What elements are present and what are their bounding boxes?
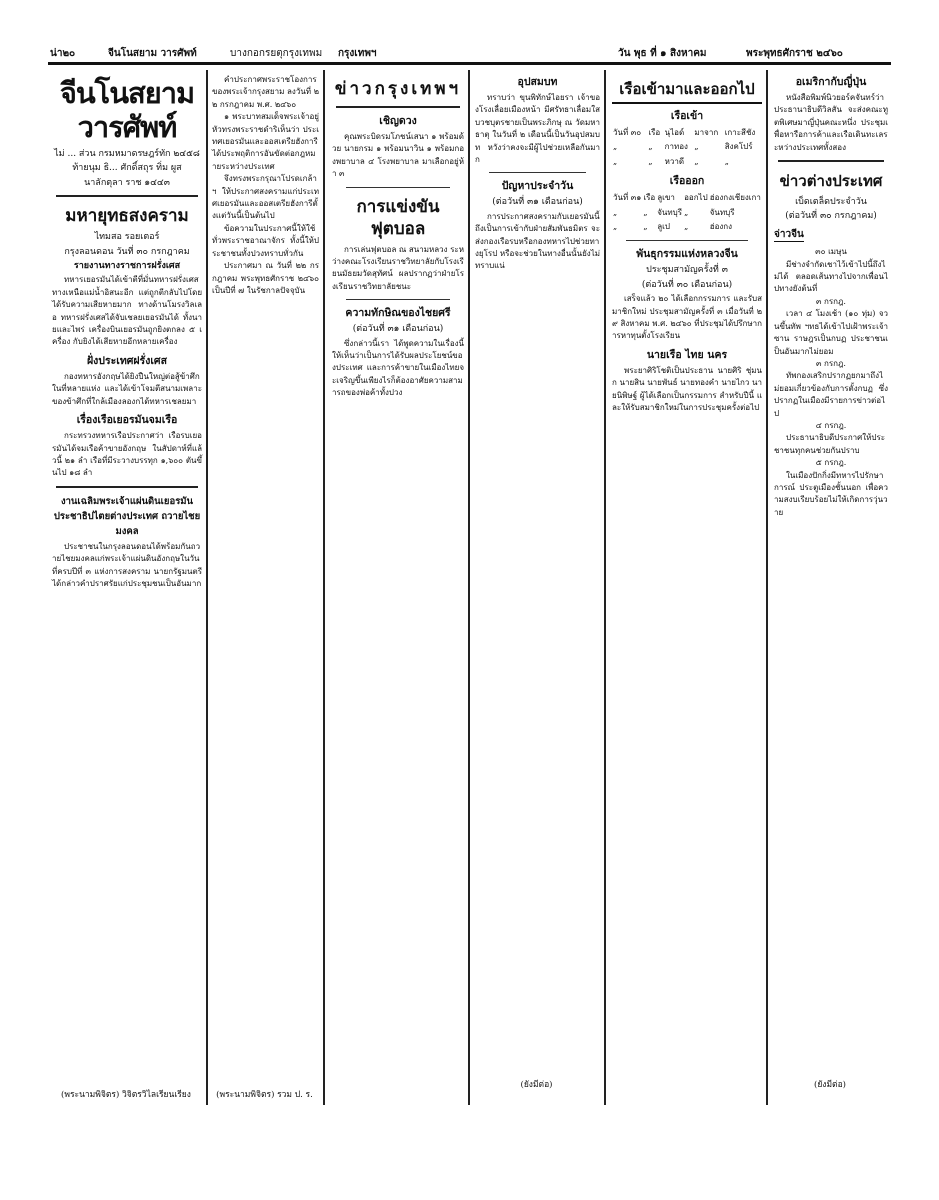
table-cell: หวาดี (664, 156, 685, 166)
section-dateline: กรุงลอนดอน วันที่ ๓๐ กรกฎาคม (64, 246, 190, 257)
entry-text: เวลา ๔ โมงเช้า (๑๐ ทุ่ม) จวนขึ้นทัพ ฯทธได้เข้าไปเฝ้าพระเจ้าซาน ราษฎรเป็นกบฏ ประชาชนเป็นอันมากไม่ยอม (774, 309, 888, 356)
table-cell: วันที่ ๓๑ (613, 193, 642, 203)
table-cell: „ (613, 207, 618, 217)
section-heading: อเมริกากับญี่ปุ่น (795, 76, 867, 88)
city-label: กรุงเทพฯ (338, 48, 377, 59)
table-cell: ลูเป (657, 222, 670, 232)
section-heading: งานเฉลิมพระเจ้าแผ่นดินเยอรมันประชาธิปไตยต่างประเทศ ถวายไชยมงคล (53, 495, 201, 537)
article-text: ทราบว่า ขุนพิทักษ์ไอยรา เจ้าของโรงเลื่อยเมืองหน้า มีศรัทธาเลื่อมใสบวชบุตรชายเป็นพระภิกษุ ณ วัดมหาธาตุ ในวันที่ ๒ เดือนนี้เป็นวันอุปสมบท หวังว่าคงจะมีผู้ไปช่วยเหลือกันมาก (475, 93, 600, 165)
newspaper-title: จีนโนสยามวารศัพท์ (59, 76, 195, 144)
column-3 (330, 70, 470, 1105)
table-cell: „ (643, 207, 648, 217)
article-text: การประกาศสงครามกับเยอรมันนี้ ถึงเป็นการเข้ากับฝ่ายสัมพันธมิตร จะส่งกองเรือรบหรือกองทหารไปช่วยทางยุโรป หรือจะช่วยในทางอื่นนั้นยังไม่ทราบแน่ (475, 211, 600, 271)
table-cell: „ (613, 222, 618, 232)
title-subline: นาลักตุลา ราช ๑๔๔๓ (84, 177, 170, 188)
article-text: ประชาชนในกรุงลอนดอนได้พร้อมกันถวายไชยมงคลแก่พระเจ้าแผ่นดินอังกฤษในวันที่ครบปีที่ ๓ แห่งการสงคราม นายกรัฐมนตรีได้กล่าวคำปราศรัยแก่ประชุมชนเป็นอันมาก (52, 541, 202, 588)
column-divider (766, 70, 768, 1105)
article-text: เสร็จแล้ว ๒๐ ได้เลือกกรรมการ และรับสมาชิกใหม่ ประชุมสามัญครั้งที่ ๓ เมื่อวันที่ ๒๙ สิงหาคม พ.ศ. ๒๔๖๐ ที่ประชุมได้ปรึกษาการหาทุนตั้งโรงเรียน (612, 294, 762, 341)
title-subline: ท้ายนุม ธิ... ศักดิ์สถุร ทิ่ม ผูส (72, 163, 182, 174)
column-6 (772, 70, 894, 1105)
page-number: น่า๒๐ (50, 48, 76, 59)
table-row (612, 140, 762, 154)
article-text: พระยาศิริโชติเป็นประธาน นายศิริ ชุ่มนก นายสิน นายพันธ์ นายทองคำ นายไกว นายนิพิษฐ์ ผู้ได้เลือกเป็นกรรมการ สำหรับปีนี้ และให้รับสมาชิกใหม่ในการประชุมครั้งต่อไป (612, 365, 762, 413)
table-cell: กาทอง (664, 142, 688, 152)
column-5 (610, 70, 768, 1105)
table-cell: ฮ่องกงเชียงเกา (709, 193, 761, 203)
column-2 (210, 70, 325, 1105)
table-cell: มาจาก (694, 128, 719, 137)
section-heading: เรื่องเรือเยอรมันจมเรือ (76, 414, 178, 427)
section-subheading: เบ็ดเตล็ดประจำวัน (795, 197, 867, 208)
table-cell: „ (643, 222, 648, 232)
proclamation-text: ๑ พระบาทสมเด็จพระเจ้าอยู่หัวทรงพระราชดำริเห็นว่า ประเทศเยอรมันและออสเตรียฮังการีได้ประพฤติการอันขัดต่อกฎหมายระหว่างประเทศ (212, 112, 319, 171)
article-text: ซึ่งกล่าวนี้เรา ได้พูดความในเรื่องนี้ ให้เห็นว่าเป็นการได้รับผลประโยชน์ของประเทศ และการค้าขายในเมืองไทยจะเจริญขึ้นเพียงไรก็ต้องอาศัยความสามารถของพ่อค้าทั้งปวง (332, 338, 464, 398)
section-heading: นายเรือ ไทย นคร (646, 348, 728, 361)
entry-date: ๔ กรกฎ. (815, 420, 847, 430)
table-cell: สิงคโปร์ (724, 142, 753, 152)
entry-text: ในเมืองปักกิ่งมีทหารไปรักษาการณ์ ประตูเมืองชั้นนอก เพื่อความสงบเรียบร้อยไม่ให้เกิดการวุ่นวาย (774, 470, 888, 517)
departures-table (612, 191, 762, 234)
divider (778, 160, 884, 162)
table-cell: „ (694, 156, 699, 166)
region-heading: จ่าวจีน (774, 229, 804, 242)
article-text: หนังสือพิมพ์นิวยอร์คจันทร์ว่าประธานาธิบดีวิลสัน จะส่งคณะทูตพิเศษมาญี่ปุ่นคณะหนึ่ง ประชุมเพื่อหารือการค้าและเรือเดินทะเลระหว่างประเทศทั้งสอง (774, 93, 888, 152)
table-row (612, 126, 762, 140)
table-cell: „ (613, 142, 618, 152)
entry-text: ประธานาธิบดีประกาศให้ประชาชนทุกคนช่วยกันปราบ (774, 433, 886, 455)
section-heading: เชิญดวง (379, 115, 417, 127)
section-subheading: (ต่อวันที่ ๓๑ เดือนก่อน) (352, 324, 444, 335)
section-heading: การแข่งขันฟุตบอล (356, 196, 440, 239)
table-cell: „ (684, 207, 689, 217)
section-label: บางกอกรยตุกรุงเทพม (230, 48, 323, 59)
table-cell: เรือ (643, 193, 656, 203)
proclamation-text: คำประกาศพระราชโองการของพระเจ้ากรุงสยาม ลงวันที่ ๒๒ กรกฎาคม พ.ศ. ๒๔๖๐ (212, 75, 319, 109)
article-text: ทหารเยอรมันได้เข้าตีที่มั่นทหารฝรั่งเศสทางเหนือแม่น้ำอิสนะอีก แต่ถูกตีกลับไปโดยได้รับความเสียหายมาก ทางด้านโมรงวิลเลอ ทหารฝรั่งเศสได้จับเชลยเยอรมันได้ ทั้งนายและไพร่ เครื่องบินเยอรมันถูกยิงตกลง ๕ เครื่อง กับยิงได้เสียหายอีกหลายเครื่อง (52, 275, 202, 347)
section-heading: ความทักษิณของไชยศรี (345, 307, 451, 320)
article-text: กองทหารอังกฤษได้ยิงปืนใหญ่ต่อสู้ข้าศึกในที่หลายแห่ง และได้เข้าโจมตีสนามเพลาะของข้าศึกที่ใกล้เมืองลองกได้ทหารเชลยมา (52, 371, 202, 406)
column-4 (473, 70, 606, 1105)
table-row (612, 191, 762, 205)
divider (56, 195, 198, 197)
signature: (พระนามพิจิตร) วิจิตรวิไลเรียนเรียง (61, 1089, 191, 1100)
entry-date: ๓ กรกฎ. (816, 358, 846, 368)
table-cell: „ (684, 222, 689, 232)
table-cell: วันที่ ๓๐ (613, 128, 642, 137)
continued-label: (ยังมีต่อ) (814, 1079, 846, 1090)
column-divider (206, 70, 208, 1105)
section-heading: ฝั่งประเทศฝรั่งเศส (87, 354, 167, 367)
divider (626, 240, 748, 241)
entry-date: ๕ กรกฎ. (815, 458, 847, 468)
signature: (พระนามพิจิตร) รวม ป. ร. (216, 1089, 313, 1100)
title-subline: ไม่ ... ส่วน กรมหมาดรษฎร์ทัก ๒๔๕๘ (54, 149, 200, 159)
section-heading: ปัญหาประจำวัน (501, 180, 574, 193)
table-cell: จันทบุรี (657, 207, 683, 217)
divider (56, 486, 198, 488)
masthead-rule (48, 62, 891, 65)
arrivals-table (612, 126, 762, 169)
divider (346, 187, 450, 188)
divider (346, 299, 450, 300)
section-lead: รายงานทางราชการฝรั่งเศส (73, 261, 181, 272)
newspaper-name: จีนโนสยาม วารศัพท์ (108, 48, 197, 59)
table-cell: เกาะสีชัง (724, 128, 756, 137)
table-cell: „ (724, 156, 729, 166)
table-row (612, 206, 762, 220)
entry-date: ๓๐ เมษุน (815, 247, 847, 257)
section-heading: มหายุทธสงคราม (65, 206, 189, 227)
column-divider (468, 70, 470, 1105)
divider (336, 106, 460, 108)
article-text: กระทรวงทหารเรือประกาศว่า เรือรบเยอรมันได้จมเรือค้าขายอังกฤษ ในสัปดาห์ที่แล้วนี้ ๒๑ ลำ เรือที่มีระวางบรรทุก ๑,๖๐๐ ตันขึ้นไป ๑๘ ลำ (52, 431, 202, 478)
section-dateline: (ต่อวันที่ ๓๐ กรกฎาคม) (785, 211, 877, 222)
continued-label: (ยังมีต่อ) (520, 1079, 553, 1090)
article-text: การเล่นฟุตบอล ณ สนามหลวง ระหว่างคณะโรงเรียนราชวิทยาลัยกับโรงเรียนมัธยมวัดสุทัศน์ ผลปรากฏว่าฝ่ายโรงเรียนราชวิทยาลัยชนะ (332, 244, 464, 291)
section-heading: เรือออก (669, 175, 705, 188)
column-1 (50, 70, 208, 1105)
divider (489, 172, 586, 173)
section-title: ข่าวกรุงเทพฯ (334, 79, 462, 99)
table-cell: „ (613, 156, 618, 166)
table-cell: „ (648, 142, 653, 152)
section-heading: เรือเข้า (670, 110, 704, 122)
table-cell: จันทบุรี (709, 207, 735, 217)
entry-text: ทัพกองเสริกปรากฏยกมาถึงไม่ยอมเกี่ยวข้องกับการตั้งกบฏ ซึ่งปรากฏในเมืองมีรายการข่าวต่อไป (774, 371, 888, 418)
section-subheading: (ต่อวันที่ ๓๑ เดือนก่อน) (492, 197, 583, 208)
table-cell: „ (648, 156, 653, 166)
section-heading: พันธุกรรมแห่งหลวงจีน (636, 248, 738, 261)
era-label: พระพุทธศักราช ๒๔๖๐ (746, 48, 843, 59)
table-cell: ฮ่องกง (709, 222, 733, 232)
section-title: เรือเข้ามาและออกไป (612, 78, 762, 104)
table-cell: เรือ (648, 128, 661, 137)
column-divider (323, 70, 325, 1105)
date-label: วัน พุธ ที่ ๑ สิงหาคม (618, 48, 707, 59)
section-subheading: ไทมสอ รอยเตอร์ (94, 232, 160, 243)
entry-date: ๓ กรกฎ. (816, 296, 846, 306)
table-row (612, 220, 762, 234)
proclamation-text: จึงทรงพระกรุณาโปรดเกล้าฯ ให้ประกาศสงครามแก่ประเทศเยอรมันและออสเตรียฮังการีตั้งแต่วันนี้เป็นต้นไป (212, 174, 319, 221)
entry-text: มีช่างจำกัดเชาไว้เข้าไปนี้ถึงไม่ได้ ตลอดเส้นทางไปจากเพื่อนไปทางยังต้นที่ (774, 259, 888, 294)
column-divider (604, 70, 606, 1105)
proclamation-text: ข้อความในประกาศนี้ให้ใช้ทั่วพระราชอาณาจักร ทั้งนี้ให้ประชาชนทั้งปวงทราบทั่วกัน (212, 223, 319, 258)
table-cell: นุไอด์ (664, 128, 685, 137)
section-heading: อุปสมบท (517, 76, 558, 88)
table-cell: ออกไป (684, 193, 708, 203)
table-cell: ลูเขา (657, 193, 675, 203)
section-subheading: ประชุมสามัญครั้งที่ ๓ (646, 265, 728, 276)
section-heading: ข่าวต่างประเทศ (779, 172, 883, 191)
proclamation-text: ประกาศมา ณ วันที่ ๒๒ กรกฎาคม พระพุทธศักราช ๒๔๖๐ เป็นปีที่ ๗ ในรัชกาลปัจจุบัน (212, 261, 319, 295)
table-row (612, 155, 762, 169)
section-dateline: (ต่อวันที่ ๓๐ เดือนก่อน) (641, 279, 733, 290)
article-text: คุณพระบิดรมโภชน์เสนา ๑ พร้อมด้วย นายกรม ๑ พร้อมนาวิน ๑ พร้อมกองพยาบาล ๔ โรงพยาบาล มาเลือกอยู่ห้า ๓ (332, 132, 464, 179)
table-cell: „ (694, 142, 699, 152)
